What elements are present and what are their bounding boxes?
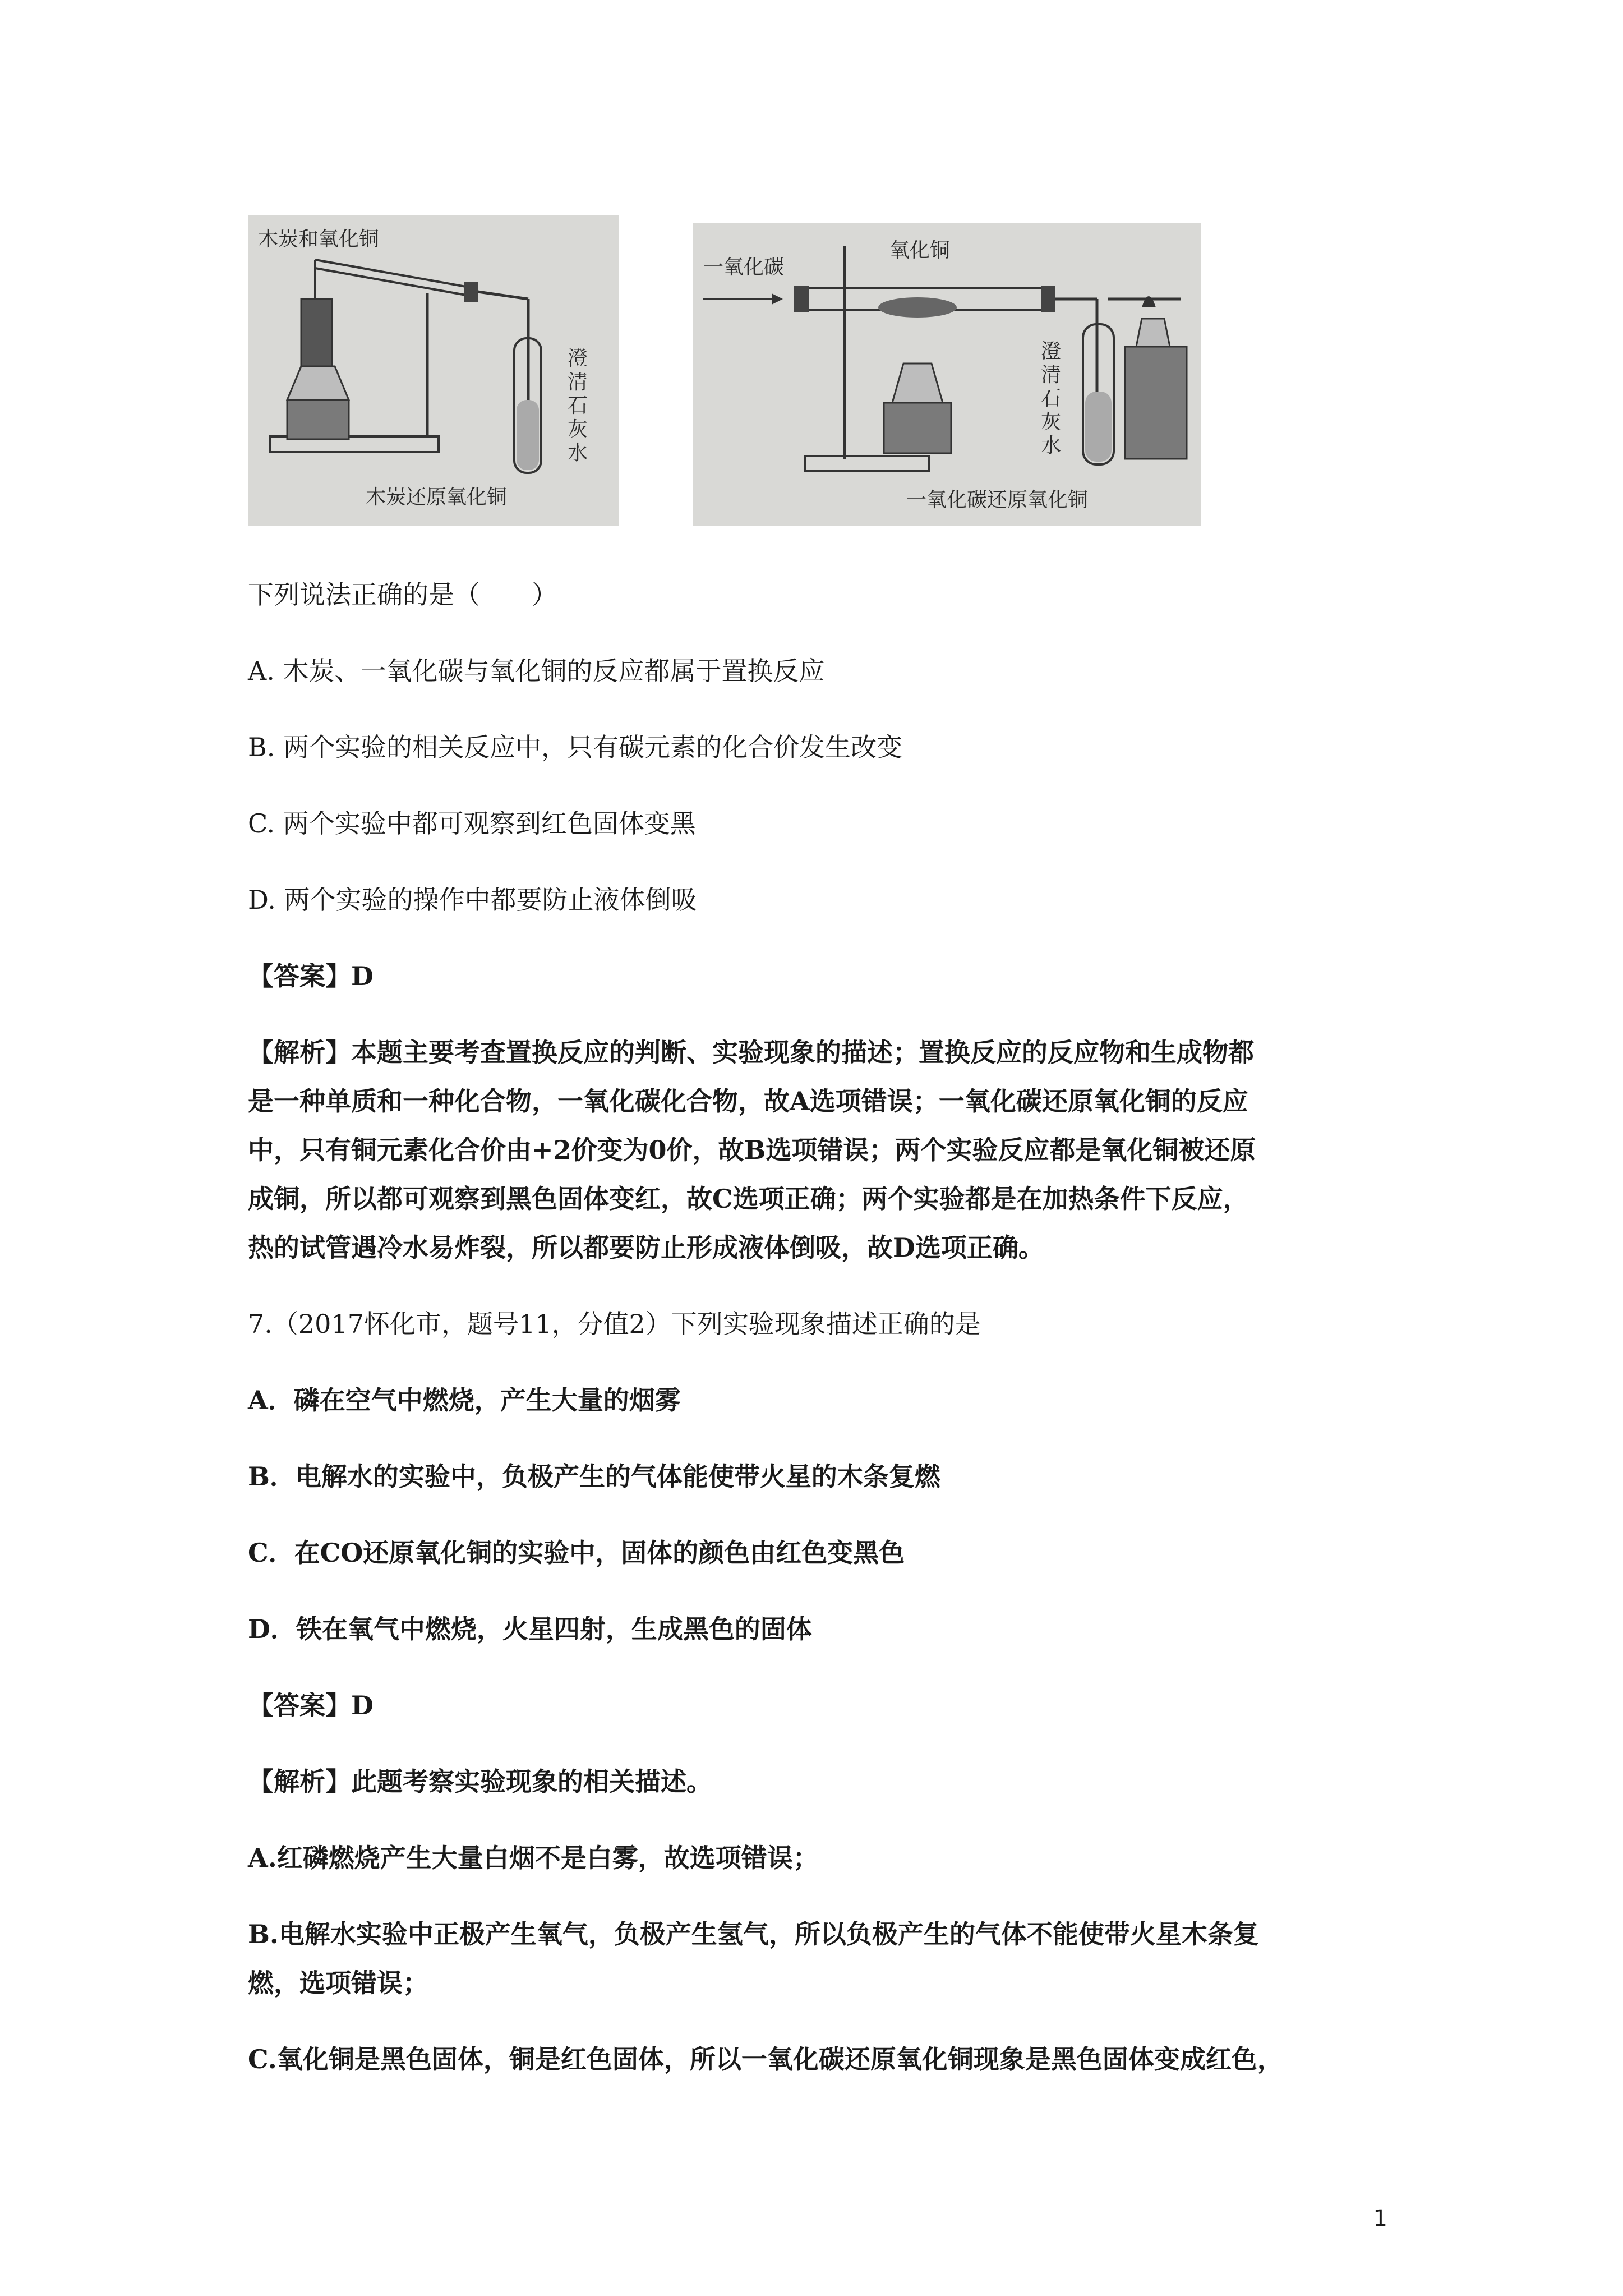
q7-analysis-line: A.红磷燃烧产生大量白烟不是白雾，故选项错误； xyxy=(248,1843,819,1873)
figure-charcoal-reduction xyxy=(248,215,619,526)
q7-option-d: D．铁在氧气中燃烧，火星四射，生成黑色的固体 xyxy=(248,1614,812,1644)
q6-analysis-line: 中，只有铜元素化合价由+2价变为0价，故B选项错误；两个实验反应都是氧化铜被还原 xyxy=(248,1135,1256,1165)
q6-analysis-line: 【解析】本题主要考查置换反应的判断、实验现象的描述；置换反应的反应物和生成物都 xyxy=(248,1037,1254,1068)
svg-text:石: 石 xyxy=(568,394,588,417)
charcoal-apparatus-diagram xyxy=(248,215,619,526)
q7-option-c: C．在CO还原氧化铜的实验中，固体的颜色由红色变黑色 xyxy=(248,1538,905,1568)
svg-text:清: 清 xyxy=(568,371,588,394)
q7-answer: 【答案】D xyxy=(248,1690,374,1720)
svg-text:水: 水 xyxy=(1041,434,1062,457)
q6-option-a: A. 木炭、一氧化碳与氧化铜的反应都属于置换反应 xyxy=(248,656,825,686)
svg-text:澄: 澄 xyxy=(1041,340,1062,363)
co-apparatus-diagram xyxy=(693,223,1201,526)
figure-right-caption: 一氧化碳还原氧化铜 xyxy=(906,489,1089,512)
figure-left-top-label: 木炭和氧化铜 xyxy=(258,228,380,251)
q7-stem: 7.（2017怀化市，题号11，分值2）下列实验现象描述正确的是 xyxy=(248,1309,981,1339)
svg-text:石: 石 xyxy=(1041,387,1062,410)
q6-option-b: B. 两个实验的相关反应中，只有碳元素的化合价发生改变 xyxy=(248,732,903,762)
q6-option-c: C. 两个实验中都可观察到红色固体变黑 xyxy=(248,808,696,839)
q7-analysis-line: C.氧化铜是黑色固体，铜是红色固体，所以一氧化碳还原氧化铜现象是黑色固体变成红色， xyxy=(248,2044,1283,2074)
figure-right-gas-label: 一氧化碳 xyxy=(703,256,785,279)
q6-answer: 【答案】D xyxy=(248,961,374,991)
figure-right-top-label: 氧化铜 xyxy=(889,239,951,262)
q7-analysis-line: B.电解水实验中正极产生氧气，负极产生氢气，所以负极产生的气体不能使带火星木条复 xyxy=(248,1919,1259,1949)
q6-analysis-line: 热的试管遇冷水易炸裂，所以都要防止形成液体倒吸，故D选项正确。 xyxy=(248,1232,1044,1263)
svg-text:澄: 澄 xyxy=(568,347,588,370)
figure-right-side-label xyxy=(1041,340,1061,457)
figure-left-caption: 木炭还原氧化铜 xyxy=(366,486,508,509)
q7-option-a: A．磷在空气中燃烧，产生大量的烟雾 xyxy=(248,1385,681,1415)
q6-option-d: D. 两个实验的操作中都要防止液体倒吸 xyxy=(248,885,697,915)
q7-analysis-line: 燃，选项错误； xyxy=(248,1968,428,1998)
figure-left-side-label xyxy=(568,347,588,464)
svg-text:灰: 灰 xyxy=(568,418,588,441)
svg-text:水: 水 xyxy=(568,441,588,464)
svg-text:清: 清 xyxy=(1041,364,1062,386)
svg-text:灰: 灰 xyxy=(1041,411,1062,434)
q6-analysis-line: 成铜，所以都可观察到黑色固体变红，故C选项正确；两个实验都是在加热条件下反应， xyxy=(248,1184,1249,1214)
q6-analysis-line: 是一种单质和一种化合物，一氧化碳化合物，故A选项错误；一氧化碳还原氧化铜的反应 xyxy=(248,1086,1248,1116)
q6-stem: 下列说法正确的是（ ） xyxy=(248,579,557,610)
q7-option-b: B．电解水的实验中，负极产生的气体能使带火星的木条复燃 xyxy=(248,1461,940,1492)
page-number: 1 xyxy=(1373,2206,1387,2231)
q7-analysis-line: 【解析】此题考察实验现象的相关描述。 xyxy=(248,1766,712,1797)
figure-co-reduction xyxy=(693,223,1201,526)
